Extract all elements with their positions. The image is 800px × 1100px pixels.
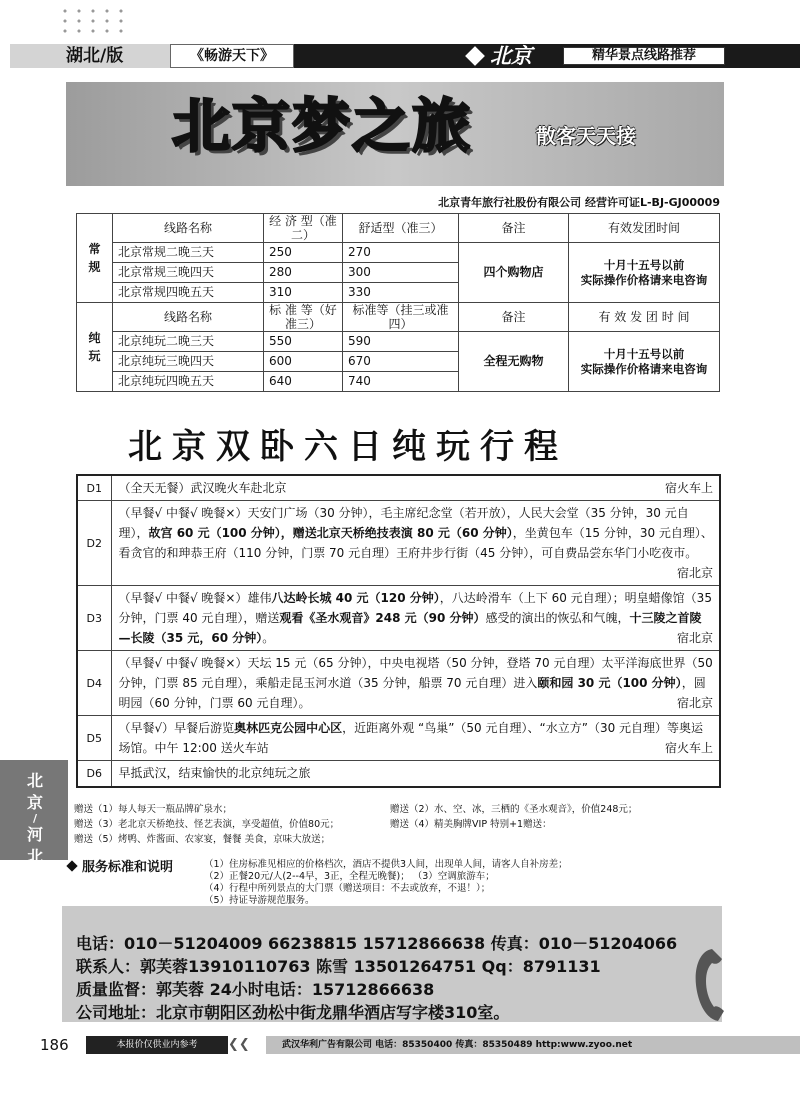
valid-date: 十月十五号以前: [603, 257, 685, 272]
side-char: 北: [26, 847, 43, 866]
service-line: （4）行程中所列景点的大门票（赠送项目：不去或放弃，不退！）；: [204, 883, 491, 894]
diamond-icon: [66, 860, 77, 871]
valid-remark: 实际操作价格请来电咨询: [580, 272, 708, 287]
header-cell: 有效发团时间: [569, 214, 720, 243]
desc-text: 早抵武汉，结束愉快的北京纯玩之旅: [118, 766, 311, 781]
desc-text: （全天无餐）武汉晚火车赴北京: [118, 481, 287, 495]
city-label: 北京: [490, 43, 532, 68]
tagline: 精华景点线路推荐: [563, 47, 725, 65]
side-char: 北: [26, 771, 43, 790]
gift-item: 赠送（4）精美胸牌VIP 特别+1赠送：: [390, 819, 552, 830]
header-cell: 备注: [459, 303, 569, 332]
desc-highlight: 观看《圣水观音》248 元（90 分钟）: [279, 611, 486, 625]
day-label: D5: [77, 716, 111, 761]
desc-text: 。: [262, 631, 275, 645]
day-label: D6: [77, 761, 111, 787]
header-cell: 线路名称: [113, 214, 264, 243]
price-cell: 670: [343, 352, 459, 372]
day-label: D2: [77, 501, 111, 586]
decorative-dots: [58, 6, 124, 36]
itinerary-table: [76, 474, 721, 788]
category-label: 纯玩: [77, 303, 113, 392]
phone-icon: [690, 945, 728, 1025]
header-cell: 舒适型（准三）: [343, 214, 459, 243]
desc-text: （早餐√ 中餐√ 晚餐×）天安门广场（30 分钟），毛主席纪念堂（若开放），人民大会堂（35 分钟，30 元自理），: [118, 506, 689, 540]
itinerary-title: 北京双卧六日纯玩行程: [128, 427, 568, 467]
stay-label: 宿北京: [676, 696, 713, 710]
contact-phone: 电话：010－51204009 66238815 15712866638 传真：010－51204066: [76, 934, 678, 953]
service-line: （2）正餐20元/人(2--4早，3正，全程无晚餐)； （3）空调旅游车；: [204, 871, 495, 882]
price-cell: 590: [343, 332, 459, 352]
region-label: 湖北/版: [10, 44, 180, 68]
service-heading: [68, 859, 173, 877]
itinerary-row: [77, 761, 720, 787]
page-subtitle: 散客天天接: [536, 124, 636, 148]
header-cell: 有 效 发 团 时 间: [569, 303, 720, 332]
day-desc: [111, 586, 720, 651]
price-cell: 600: [264, 352, 343, 372]
desc-text: ，圆明园（60 分钟，门票 60 元自理）。: [118, 676, 706, 710]
price-cell: 550: [264, 332, 343, 352]
desc-highlight: 奥林匹克公园中心区: [234, 721, 343, 735]
chevron-left-icon: ❮❮: [228, 1037, 250, 1052]
route-name: 北京常规二晚三天: [113, 243, 264, 263]
route-name: 北京常规四晚五天: [113, 283, 264, 303]
itinerary-row: [77, 475, 720, 501]
route-name: 北京纯玩三晚四天: [113, 352, 264, 372]
gift-list: [74, 802, 734, 847]
desc-text: （早餐√ 中餐√ 晚餐×）天坛 15 元（65 分钟），中央电视塔（50 分钟，登塔 70 元自理）太平洋海底世界（50 分钟，门票 85 元自理），乘船走昆玉河水道（35 分钟，船票 70 元自理）进入: [118, 656, 713, 690]
service-title: 服务标准和说明: [82, 860, 174, 875]
day-label: D4: [77, 651, 111, 716]
contact-supervision: 质量监督：郭芙蓉 24小时电话：15712866638: [76, 980, 435, 999]
header-cell: 经 济 型（准二）: [264, 214, 343, 243]
page-number: 186: [40, 1036, 69, 1054]
itinerary-row: [77, 586, 720, 651]
footer-agency: 武汉华利广告有限公司 电话：85350400 传真：85350489 http:www.zyoo.net: [266, 1036, 800, 1054]
side-tab-label: [20, 770, 50, 868]
price-cell: 300: [343, 263, 459, 283]
desc-text: ，八达岭滑车（上下 60 元自理）；明皇蜡像馆（35 分钟，门票 40 元自理），赠送: [118, 591, 712, 625]
itinerary-row: [77, 716, 720, 761]
valid-cell: [569, 332, 720, 392]
company-license: 北京青年旅行社股份有限公司 经营许可证L-BJ-GJ00009: [438, 196, 720, 209]
desc-text: 感受的演出的恢弘和气魄，: [485, 611, 630, 625]
section-label: 《畅游天下》: [170, 44, 294, 68]
route-name: 北京纯玩四晚五天: [113, 372, 264, 392]
service-line: （5）持证导游规范服务。: [204, 895, 315, 906]
header-cell: 线路名称: [113, 303, 264, 332]
header-cell: 备注: [459, 214, 569, 243]
side-char: 京: [26, 793, 43, 812]
service-list: [204, 859, 568, 907]
route-name: 北京常规三晚四天: [113, 263, 264, 283]
price-cell: 740: [343, 372, 459, 392]
itinerary-row: [77, 651, 720, 716]
day-desc: [111, 651, 720, 716]
day-desc: [111, 501, 720, 586]
gift-item: 赠送（2）水、空、冰，三栖的《圣水观音》，价值248元；: [390, 804, 638, 815]
page-title: 北京梦之旅: [172, 92, 473, 160]
header-cell: 标 准 等（好准三）: [264, 303, 343, 332]
side-char: 河: [26, 825, 43, 844]
valid-remark: 实际操作价格请来电咨询: [580, 361, 708, 376]
price-cell: 330: [343, 283, 459, 303]
itinerary-row: [77, 501, 720, 586]
desc-highlight: 十三陵之首陵—长陵（35 元，60 分钟）: [118, 611, 702, 645]
stay-label: 宿北京: [676, 631, 713, 645]
stay-label: 宿北京: [676, 566, 713, 580]
price-cell: 280: [264, 263, 343, 283]
contact-info: [76, 932, 677, 1024]
desc-text: ，坐黄包车（15 分钟，30 元自理）、看贪官的和珅恭王府（110 分钟，门票 70 元自理）王府井步行街（45 分钟），可自费品尝东华门小吃夜市。: [118, 526, 713, 560]
stay-label: 宿火车上: [664, 741, 713, 755]
footer-note: 本报价仅供业内参考: [86, 1036, 228, 1054]
contact-address: 公司地址：北京市朝阳区劲松中街龙鼎华酒店写字楼310室。: [76, 1003, 510, 1022]
note-cell: 四个购物店: [459, 243, 569, 303]
valid-cell: [569, 243, 720, 303]
price-cell: 250: [264, 243, 343, 263]
stay-label: 宿火车上: [664, 481, 713, 495]
service-line: （1）住房标准见相应的价格档次，酒店不提供3人间，出现单人间，请客人自补房差；: [204, 859, 568, 870]
price-table: [76, 213, 720, 392]
day-desc: [111, 716, 720, 761]
gift-item: 赠送（3）老北京天桥绝技、怪艺表演，享受超值，价值80元；: [74, 819, 340, 830]
category-label: 常规: [77, 214, 113, 303]
desc-text: （早餐√）早餐后游览: [118, 721, 235, 735]
desc-highlight: 八达岭长城 40 元（120 分钟）: [271, 591, 440, 605]
header-cell: 标准等（挂三或准四）: [343, 303, 459, 332]
route-name: 北京纯玩二晚三天: [113, 332, 264, 352]
price-cell: 640: [264, 372, 343, 392]
price-cell: 270: [343, 243, 459, 263]
desc-text: （早餐√ 中餐√ 晚餐×）雄伟: [118, 591, 272, 605]
day-desc: [111, 475, 720, 501]
price-cell: 310: [264, 283, 343, 303]
side-char: /: [32, 812, 38, 825]
valid-date: 十月十五号以前: [603, 346, 685, 361]
gift-item: 赠送（1）每人每天一瓶品牌矿泉水；: [74, 804, 233, 815]
day-label: D1: [77, 475, 111, 501]
gift-item: 赠送（5）烤鸭、炸酱面、农家宴，餐餐 美食，京味大放送；: [74, 834, 331, 845]
desc-highlight: 颐和园 30 元（100 分钟）: [537, 676, 682, 690]
desc-text: ，近距离外观 “鸟巢”（50 元自理）、“水立方”（30 元自理）等奥运场馆。中午 12:00 送火车站: [118, 721, 704, 755]
day-label: D3: [77, 586, 111, 651]
contact-person: 联系人：郭芙蓉13910110763 陈雪 13501264751 Qq：8791131: [76, 957, 601, 976]
day-desc: [111, 761, 720, 787]
desc-highlight: 故宫 60 元（100 分钟），赠送北京天桥绝技表演 80 元（60 分钟）: [148, 526, 513, 540]
note-cell: 全程无购物: [459, 332, 569, 392]
